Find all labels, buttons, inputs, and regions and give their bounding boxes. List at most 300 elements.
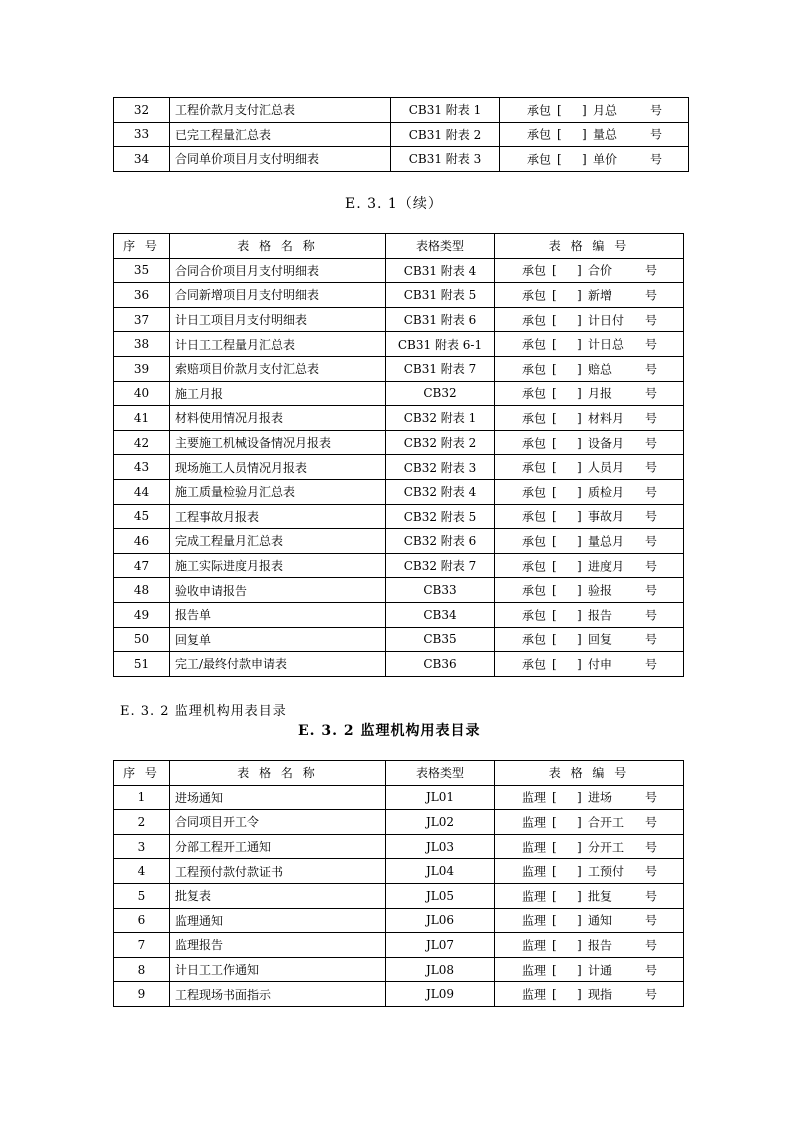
code-number-label: 号 [645, 840, 658, 855]
table-row [114, 332, 684, 357]
code-left-bracket: [ [552, 558, 557, 573]
code-prefix: 承包 [527, 103, 552, 118]
code-right-bracket: ] [577, 386, 582, 401]
code-prefix: 监理 [522, 815, 547, 830]
cell-name: 计日工工程量月汇总表 [170, 332, 386, 357]
cell-type: CB32 附表 4 [386, 479, 495, 504]
cell-type: JL06 [386, 908, 495, 933]
cell-no: 33 [114, 122, 170, 147]
cell-name: 施工质量检验月汇总表 [170, 479, 386, 504]
table-row [114, 504, 684, 529]
code-number-label: 号 [645, 362, 658, 377]
cell-name: 回复单 [170, 627, 386, 652]
code-number-label: 号 [645, 411, 658, 426]
table-row [114, 307, 684, 332]
code-left-bracket: [ [552, 509, 557, 524]
cell-type: CB33 [386, 578, 495, 603]
code-prefix: 承包 [522, 632, 547, 647]
code-number-label: 号 [645, 815, 658, 830]
code-left-bracket: [ [552, 410, 557, 425]
cell-code [495, 356, 684, 381]
cell-no: 3 [114, 834, 170, 859]
cell-type: JL07 [386, 933, 495, 958]
cell-no: 35 [114, 258, 170, 283]
code-left-bracket: [ [552, 263, 557, 278]
cell-type: CB31 附表 1 [391, 98, 500, 123]
code-short-name: 单价 [593, 152, 618, 167]
cell-no: 36 [114, 283, 170, 308]
code-prefix: 承包 [522, 386, 547, 401]
cell-type: CB31 附表 2 [391, 122, 500, 147]
code-right-bracket: ] [577, 814, 582, 829]
code-right-bracket: ] [577, 263, 582, 278]
cell-no: 41 [114, 406, 170, 431]
code-short-name: 赔总 [588, 362, 613, 377]
table-row [114, 578, 684, 603]
table-row [114, 810, 684, 835]
code-number-label: 号 [645, 913, 658, 928]
cell-code [495, 859, 684, 884]
code-number-label: 号 [645, 790, 658, 805]
table-e31-continued [113, 233, 684, 677]
table-row [114, 553, 684, 578]
header-name: 表 格 名 称 [170, 761, 386, 786]
cell-name: 工程价款月支付汇总表 [170, 98, 391, 123]
cell-no: 43 [114, 455, 170, 480]
code-left-bracket: [ [552, 839, 557, 854]
code-left-bracket: [ [552, 386, 557, 401]
cell-type: CB31 附表 6 [386, 307, 495, 332]
cell-type: CB35 [386, 627, 495, 652]
table-row [114, 356, 684, 381]
code-prefix: 承包 [522, 337, 547, 352]
code-prefix: 承包 [522, 411, 547, 426]
cell-code [495, 258, 684, 283]
code-prefix: 承包 [522, 583, 547, 598]
cell-code [495, 381, 684, 406]
code-left-bracket: [ [557, 127, 562, 142]
code-right-bracket: ] [582, 127, 587, 142]
code-prefix: 承包 [522, 509, 547, 524]
cell-code [500, 147, 689, 172]
cell-no: 42 [114, 430, 170, 455]
code-short-name: 月报 [588, 386, 613, 401]
header-name: 表 格 名 称 [170, 234, 386, 259]
cell-code [495, 578, 684, 603]
cell-type: CB32 附表 1 [386, 406, 495, 431]
code-right-bracket: ] [582, 151, 587, 166]
cell-name: 批复表 [170, 883, 386, 908]
table-row [114, 933, 684, 958]
cell-name: 分部工程开工通知 [170, 834, 386, 859]
cell-code [495, 627, 684, 652]
cell-no: 2 [114, 810, 170, 835]
code-prefix: 监理 [522, 938, 547, 953]
code-right-bracket: ] [577, 312, 582, 327]
cell-type: CB31 附表 5 [386, 283, 495, 308]
cell-type: CB31 附表 3 [391, 147, 500, 172]
cell-code [500, 122, 689, 147]
code-right-bracket: ] [577, 558, 582, 573]
cell-type: CB32 附表 5 [386, 504, 495, 529]
code-left-bracket: [ [552, 337, 557, 352]
cell-no: 40 [114, 381, 170, 406]
code-right-bracket: ] [577, 607, 582, 622]
cell-name: 进场通知 [170, 785, 386, 810]
code-prefix: 监理 [522, 840, 547, 855]
code-number-label: 号 [645, 559, 658, 574]
cell-name: 计日工工作通知 [170, 957, 386, 982]
cell-type: CB31 附表 6-1 [386, 332, 495, 357]
code-short-name: 通知 [588, 913, 613, 928]
code-short-name: 质检月 [588, 485, 625, 500]
cell-code [495, 529, 684, 554]
cell-code [495, 553, 684, 578]
code-left-bracket: [ [552, 814, 557, 829]
code-short-name: 分开工 [588, 840, 625, 855]
cell-name: 合同项目开工令 [170, 810, 386, 835]
code-right-bracket: ] [577, 790, 582, 805]
cell-no: 7 [114, 933, 170, 958]
cell-code [495, 982, 684, 1007]
code-short-name: 月总 [593, 103, 618, 118]
cell-type: CB31 附表 4 [386, 258, 495, 283]
code-right-bracket: ] [577, 987, 582, 1002]
code-left-bracket: [ [552, 533, 557, 548]
cell-name: 验收申请报告 [170, 578, 386, 603]
cell-no: 51 [114, 652, 170, 677]
code-prefix: 承包 [522, 288, 547, 303]
code-left-bracket: [ [552, 656, 557, 671]
code-short-name: 新增 [588, 288, 613, 303]
code-left-bracket: [ [552, 607, 557, 622]
code-right-bracket: ] [577, 962, 582, 977]
code-number-label: 号 [650, 152, 663, 167]
heading-e31-continued: E. 3. 1（续） [345, 196, 443, 212]
header-no: 序 号 [114, 234, 170, 259]
cell-name: 施工实际进度月报表 [170, 553, 386, 578]
cell-no: 4 [114, 859, 170, 884]
code-right-bracket: ] [577, 435, 582, 450]
code-short-name: 合价 [588, 263, 613, 278]
cell-code [495, 283, 684, 308]
code-left-bracket: [ [557, 102, 562, 117]
cell-name: 已完工程量汇总表 [170, 122, 391, 147]
code-right-bracket: ] [577, 937, 582, 952]
table-row [114, 406, 684, 431]
code-prefix: 承包 [522, 263, 547, 278]
code-short-name: 量总 [593, 127, 618, 142]
table-row [114, 258, 684, 283]
code-number-label: 号 [645, 337, 658, 352]
cell-no: 8 [114, 957, 170, 982]
cell-name: 现场施工人员情况月报表 [170, 455, 386, 480]
cell-name: 工程预付款付款证书 [170, 859, 386, 884]
table-row [114, 122, 689, 147]
code-number-label: 号 [645, 608, 658, 623]
table-row [114, 957, 684, 982]
header-type: 表格类型 [386, 761, 495, 786]
cell-no: 50 [114, 627, 170, 652]
table-row [114, 982, 684, 1007]
cell-no: 46 [114, 529, 170, 554]
cell-name: 合同新增项目月支付明细表 [170, 283, 386, 308]
cell-type: JL01 [386, 785, 495, 810]
cell-name: 材料使用情况月报表 [170, 406, 386, 431]
code-left-bracket: [ [552, 913, 557, 928]
cell-code [495, 883, 684, 908]
code-number-label: 号 [645, 386, 658, 401]
code-number-label: 号 [645, 460, 658, 475]
code-right-bracket: ] [577, 337, 582, 352]
cell-code [495, 307, 684, 332]
code-short-name: 付申 [588, 657, 613, 672]
cell-no: 5 [114, 883, 170, 908]
code-right-bracket: ] [577, 484, 582, 499]
code-short-name: 进度月 [588, 559, 625, 574]
cell-name: 合同单价项目月支付明细表 [170, 147, 391, 172]
code-prefix: 承包 [522, 657, 547, 672]
cell-type: CB32 附表 7 [386, 553, 495, 578]
cell-name: 主要施工机械设备情况月报表 [170, 430, 386, 455]
code-short-name: 材料月 [588, 411, 625, 426]
cell-type: JL02 [386, 810, 495, 835]
code-short-name: 现指 [588, 987, 613, 1002]
code-prefix: 承包 [522, 559, 547, 574]
table-row [114, 859, 684, 884]
code-short-name: 事故月 [588, 509, 625, 524]
code-left-bracket: [ [552, 864, 557, 879]
cell-code [495, 933, 684, 958]
cell-name: 监理通知 [170, 908, 386, 933]
cell-code [495, 332, 684, 357]
cell-code [495, 652, 684, 677]
cell-no: 1 [114, 785, 170, 810]
cell-type: CB34 [386, 602, 495, 627]
cell-type: CB32 [386, 381, 495, 406]
code-prefix: 承包 [522, 436, 547, 451]
cell-no: 48 [114, 578, 170, 603]
code-short-name: 报告 [588, 938, 613, 953]
table-row [114, 908, 684, 933]
code-right-bracket: ] [577, 656, 582, 671]
code-number-label: 号 [645, 632, 658, 647]
code-right-bracket: ] [577, 913, 582, 928]
code-right-bracket: ] [577, 533, 582, 548]
table-cb31-continued-top [113, 97, 689, 172]
code-right-bracket: ] [577, 509, 582, 524]
cell-no: 32 [114, 98, 170, 123]
cell-type: CB32 附表 3 [386, 455, 495, 480]
code-prefix: 承包 [522, 534, 547, 549]
table-row [114, 834, 684, 859]
cell-code [495, 430, 684, 455]
code-number-label: 号 [645, 263, 658, 278]
code-number-label: 号 [650, 103, 663, 118]
cell-type: JL03 [386, 834, 495, 859]
code-short-name: 进场 [588, 790, 613, 805]
code-short-name: 回复 [588, 632, 613, 647]
table-e32-supervision-forms [113, 760, 684, 1007]
code-right-bracket: ] [577, 632, 582, 647]
code-left-bracket: [ [552, 888, 557, 903]
code-number-label: 号 [645, 889, 658, 904]
code-left-bracket: [ [552, 987, 557, 1002]
cell-code [495, 406, 684, 431]
header-code: 表 格 编 号 [495, 761, 684, 786]
code-number-label: 号 [645, 534, 658, 549]
code-left-bracket: [ [552, 435, 557, 450]
code-prefix: 监理 [522, 790, 547, 805]
code-short-name: 合开工 [588, 815, 625, 830]
code-left-bracket: [ [552, 287, 557, 302]
cell-code [495, 504, 684, 529]
cell-no: 44 [114, 479, 170, 504]
code-short-name: 批复 [588, 889, 613, 904]
code-right-bracket: ] [577, 410, 582, 425]
cell-name: 工程事故月报表 [170, 504, 386, 529]
code-short-name: 设备月 [588, 436, 625, 451]
table-row [114, 430, 684, 455]
code-short-name: 计通 [588, 963, 613, 978]
cell-code [495, 602, 684, 627]
cell-no: 37 [114, 307, 170, 332]
cell-name: 合同合价项目月支付明细表 [170, 258, 386, 283]
code-right-bracket: ] [577, 839, 582, 854]
code-short-name: 计日付 [588, 313, 625, 328]
code-right-bracket: ] [582, 102, 587, 117]
code-prefix: 承包 [522, 608, 547, 623]
cell-no: 34 [114, 147, 170, 172]
cell-no: 45 [114, 504, 170, 529]
code-short-name: 报告 [588, 608, 613, 623]
table-row [114, 652, 684, 677]
table-row [114, 283, 684, 308]
heading-e32-title: E. 3. 2 监理机构用表目录 [298, 723, 481, 739]
table-row [114, 602, 684, 627]
cell-no: 47 [114, 553, 170, 578]
table-header-row [114, 234, 684, 259]
code-right-bracket: ] [577, 287, 582, 302]
code-short-name: 人员月 [588, 460, 625, 475]
header-code: 表 格 编 号 [495, 234, 684, 259]
code-left-bracket: [ [557, 151, 562, 166]
table-row [114, 147, 689, 172]
cell-code [495, 455, 684, 480]
code-left-bracket: [ [552, 312, 557, 327]
code-prefix: 监理 [522, 913, 547, 928]
cell-name: 计日工项目月支付明细表 [170, 307, 386, 332]
code-prefix: 监理 [522, 864, 547, 879]
code-number-label: 号 [645, 987, 658, 1002]
cell-code [495, 957, 684, 982]
header-type: 表格类型 [386, 234, 495, 259]
cell-name: 工程现场书面指示 [170, 982, 386, 1007]
table-row [114, 883, 684, 908]
code-left-bracket: [ [552, 937, 557, 952]
code-short-name: 计日总 [588, 337, 625, 352]
cell-code [495, 479, 684, 504]
code-number-label: 号 [645, 657, 658, 672]
table-row [114, 479, 684, 504]
code-right-bracket: ] [577, 460, 582, 475]
header-no: 序 号 [114, 761, 170, 786]
code-prefix: 承包 [527, 127, 552, 142]
code-prefix: 监理 [522, 889, 547, 904]
code-right-bracket: ] [577, 864, 582, 879]
cell-type: CB32 附表 2 [386, 430, 495, 455]
code-number-label: 号 [645, 288, 658, 303]
cell-type: JL09 [386, 982, 495, 1007]
code-prefix: 监理 [522, 987, 547, 1002]
cell-code [495, 908, 684, 933]
cell-type: CB31 附表 7 [386, 356, 495, 381]
code-prefix: 监理 [522, 963, 547, 978]
code-left-bracket: [ [552, 790, 557, 805]
code-short-name: 工预付 [588, 864, 625, 879]
code-number-label: 号 [650, 127, 663, 142]
cell-type: JL08 [386, 957, 495, 982]
code-left-bracket: [ [552, 583, 557, 598]
cell-name: 索赔项目价款月支付汇总表 [170, 356, 386, 381]
cell-type: JL04 [386, 859, 495, 884]
table-row [114, 627, 684, 652]
cell-no: 49 [114, 602, 170, 627]
code-number-label: 号 [645, 436, 658, 451]
code-number-label: 号 [645, 938, 658, 953]
cell-no: 6 [114, 908, 170, 933]
cell-code [495, 785, 684, 810]
code-short-name: 量总月 [588, 534, 625, 549]
cell-code [495, 834, 684, 859]
code-right-bracket: ] [577, 583, 582, 598]
code-left-bracket: [ [552, 632, 557, 647]
code-prefix: 承包 [527, 152, 552, 167]
code-left-bracket: [ [552, 361, 557, 376]
cell-type: CB36 [386, 652, 495, 677]
cell-name: 监理报告 [170, 933, 386, 958]
cell-name: 报告单 [170, 602, 386, 627]
code-left-bracket: [ [552, 962, 557, 977]
cell-type: CB32 附表 6 [386, 529, 495, 554]
code-number-label: 号 [645, 583, 658, 598]
code-prefix: 承包 [522, 485, 547, 500]
code-right-bracket: ] [577, 888, 582, 903]
cell-name: 完工/最终付款申请表 [170, 652, 386, 677]
table-row [114, 529, 684, 554]
code-left-bracket: [ [552, 460, 557, 475]
cell-code [500, 98, 689, 123]
table-header-row [114, 761, 684, 786]
code-number-label: 号 [645, 485, 658, 500]
table-row [114, 455, 684, 480]
cell-code [495, 810, 684, 835]
code-number-label: 号 [645, 864, 658, 879]
code-number-label: 号 [645, 963, 658, 978]
code-prefix: 承包 [522, 460, 547, 475]
code-prefix: 承包 [522, 362, 547, 377]
code-prefix: 承包 [522, 313, 547, 328]
code-number-label: 号 [645, 509, 658, 524]
cell-no: 38 [114, 332, 170, 357]
table-row [114, 785, 684, 810]
table-row [114, 381, 684, 406]
cell-no: 9 [114, 982, 170, 1007]
cell-type: JL05 [386, 883, 495, 908]
heading-e32-plain: E. 3. 2 监理机构用表目录 [120, 704, 287, 719]
table-row [114, 98, 689, 123]
cell-name: 完成工程量月汇总表 [170, 529, 386, 554]
